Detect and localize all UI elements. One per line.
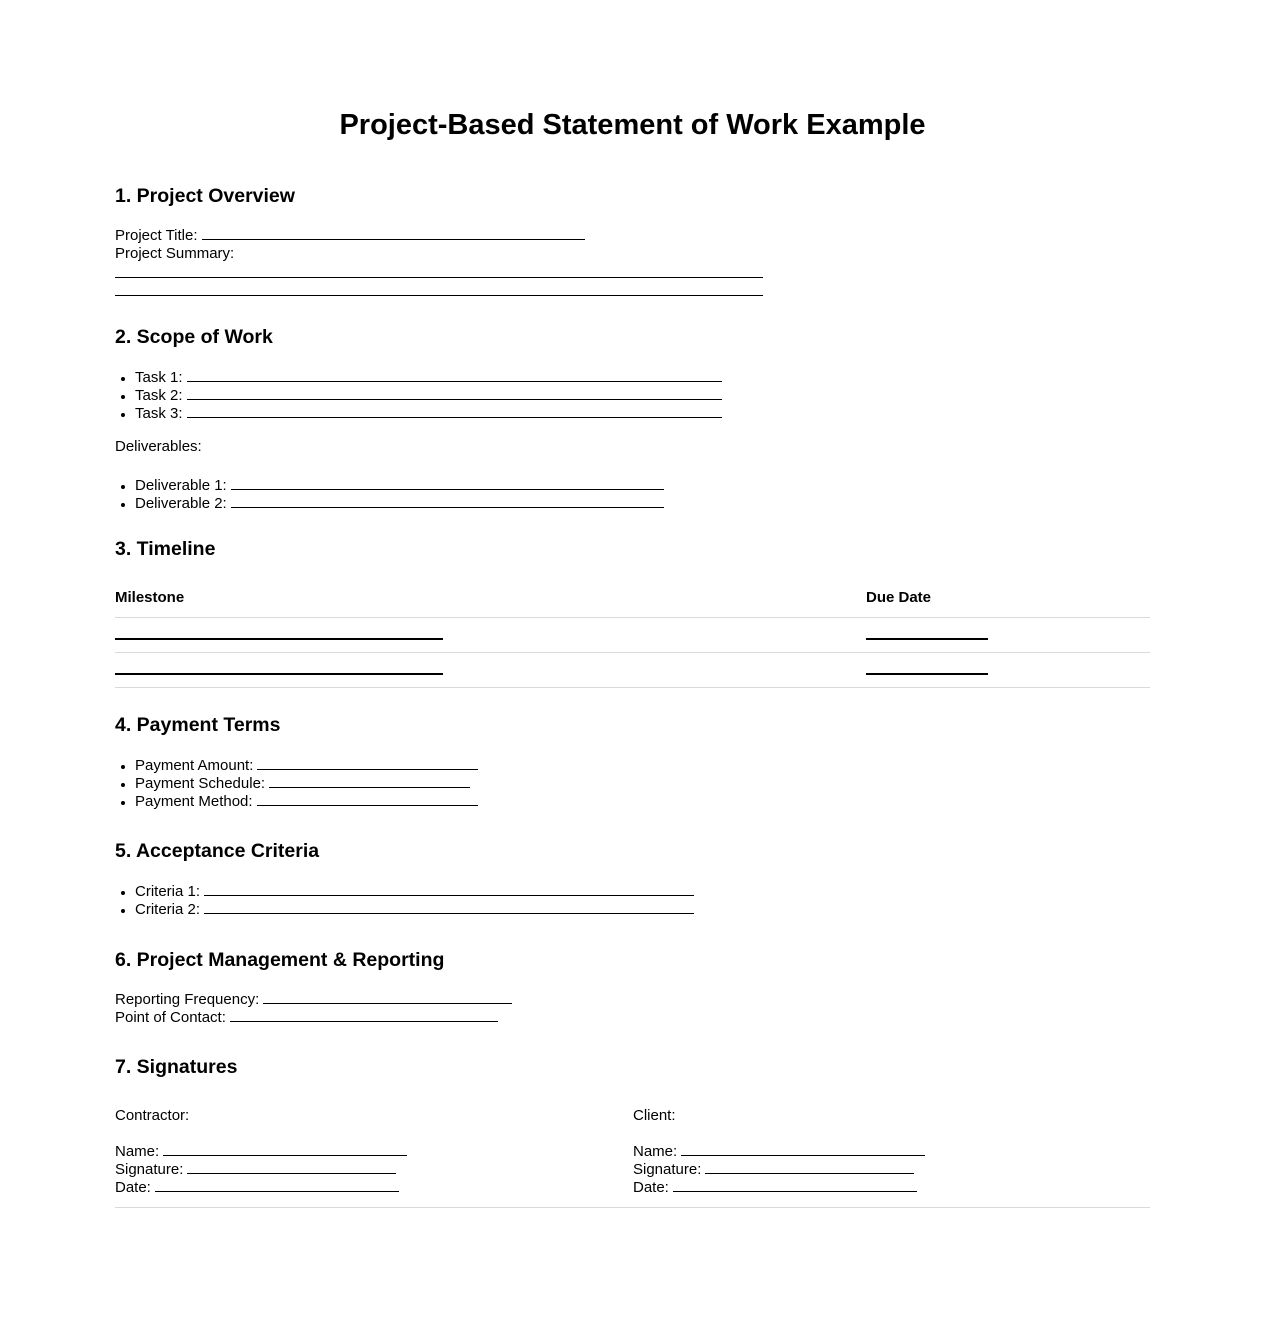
deliverable-list <box>115 477 1150 513</box>
signature-columns <box>115 1107 1150 1197</box>
contractor-name-blank <box>163 1143 407 1156</box>
timeline-table-row <box>115 653 1150 688</box>
task-3-blank <box>187 405 722 418</box>
client-role-label: Client: <box>633 1107 676 1124</box>
milestone-cell <box>115 618 866 652</box>
deliverable-1-blank <box>231 477 664 490</box>
client-signature-field <box>633 1161 1150 1179</box>
client-date-blank <box>673 1179 917 1192</box>
deliverable-item <box>135 495 1150 513</box>
project-title-field <box>115 227 1150 245</box>
payment-schedule-blank <box>269 775 470 788</box>
section-heading-scope-of-work: 2. Scope of Work <box>115 326 273 348</box>
contractor-signature-label: Signature: <box>115 1161 184 1178</box>
criteria-2-blank <box>204 901 694 914</box>
task-1-label: Task 1: <box>135 369 183 386</box>
section-heading-acceptance-criteria: 5. Acceptance Criteria <box>115 840 320 862</box>
client-signature-blank <box>705 1161 914 1174</box>
payment-item <box>135 793 1150 811</box>
contractor-signature-block <box>115 1107 633 1197</box>
criteria-2-label: Criteria 2: <box>135 901 201 918</box>
reporting-frequency-field <box>115 991 1150 1009</box>
deliverable-item <box>135 477 1150 495</box>
payment-item <box>135 757 1150 775</box>
timeline-table-header <box>115 589 1150 618</box>
reporting-frequency-blank <box>263 991 512 1004</box>
task-list <box>115 369 1150 423</box>
task-2-blank <box>187 387 722 400</box>
timeline-table <box>115 589 1150 688</box>
contractor-role-label: Contractor: <box>115 1107 190 1124</box>
payment-schedule-label: Payment Schedule: <box>135 775 266 792</box>
due-date-blank <box>866 638 988 640</box>
criteria-list <box>115 883 1150 919</box>
client-name-blank <box>681 1143 925 1156</box>
project-title-blank <box>202 227 585 240</box>
column-header-milestone: Milestone <box>115 589 185 606</box>
point-of-contact-field <box>115 1009 1150 1027</box>
client-name-label: Name: <box>633 1143 678 1160</box>
due-date-cell <box>866 618 1150 652</box>
due-date-blank <box>866 673 988 675</box>
payment-item <box>135 775 1150 793</box>
client-fields <box>633 1143 1150 1197</box>
criteria-1-blank <box>204 883 694 896</box>
point-of-contact-label: Point of Contact: <box>115 1009 226 1026</box>
contractor-signature-field <box>115 1161 633 1179</box>
criteria-1-label: Criteria 1: <box>135 883 201 900</box>
due-date-cell <box>866 653 1150 687</box>
section-heading-project-overview: 1. Project Overview <box>115 185 295 207</box>
deliverable-2-blank <box>231 495 664 508</box>
task-3-label: Task 3: <box>135 405 183 422</box>
section-heading-payment-terms: 4. Payment Terms <box>115 714 281 736</box>
contractor-date-blank <box>155 1179 399 1192</box>
document-title: Project-Based Statement of Work Example <box>339 109 926 141</box>
contractor-date-field <box>115 1179 633 1197</box>
payment-list <box>115 757 1150 811</box>
payment-amount-label: Payment Amount: <box>135 757 254 774</box>
criteria-item <box>135 901 1150 919</box>
milestone-blank <box>115 673 443 675</box>
contractor-signature-blank <box>187 1161 396 1174</box>
client-date-label: Date: <box>633 1179 669 1196</box>
criteria-item <box>135 883 1150 901</box>
task-item <box>135 387 1150 405</box>
project-summary-blank-line-1 <box>115 263 763 278</box>
milestone-cell <box>115 653 866 687</box>
payment-amount-blank <box>257 757 478 770</box>
deliverable-1-label: Deliverable 1: <box>135 477 227 494</box>
contractor-fields <box>115 1143 633 1197</box>
deliverable-2-label: Deliverable 2: <box>135 495 227 512</box>
task-item <box>135 405 1150 423</box>
client-date-field <box>633 1179 1150 1197</box>
section-heading-signatures: 7. Signatures <box>115 1056 238 1078</box>
column-header-due-date: Due Date <box>866 589 932 606</box>
client-signature-block <box>633 1107 1150 1197</box>
payment-method-label: Payment Method: <box>135 793 253 810</box>
project-summary-label: Project Summary: <box>115 245 235 262</box>
contractor-name-field <box>115 1143 633 1161</box>
project-overview-fields <box>115 227 1150 296</box>
task-2-label: Task 2: <box>135 387 183 404</box>
client-name-field <box>633 1143 1150 1161</box>
task-1-blank <box>187 369 722 382</box>
task-item <box>135 369 1150 387</box>
reporting-frequency-label: Reporting Frequency: <box>115 991 260 1008</box>
bottom-divider <box>115 1207 1150 1208</box>
project-summary-field <box>115 245 1150 263</box>
milestone-blank <box>115 638 443 640</box>
point-of-contact-blank <box>230 1009 498 1022</box>
project-summary-blank-line-2 <box>115 278 763 296</box>
contractor-name-label: Name: <box>115 1143 160 1160</box>
section-heading-project-management: 6. Project Management & Reporting <box>115 949 445 971</box>
payment-method-blank <box>257 793 478 806</box>
client-signature-label: Signature: <box>633 1161 702 1178</box>
management-fields <box>115 991 1150 1027</box>
project-title-label: Project Title: <box>115 227 198 244</box>
section-heading-timeline: 3. Timeline <box>115 538 216 560</box>
deliverables-label: Deliverables: <box>115 438 202 455</box>
contractor-date-label: Date: <box>115 1179 151 1196</box>
timeline-table-row <box>115 618 1150 653</box>
